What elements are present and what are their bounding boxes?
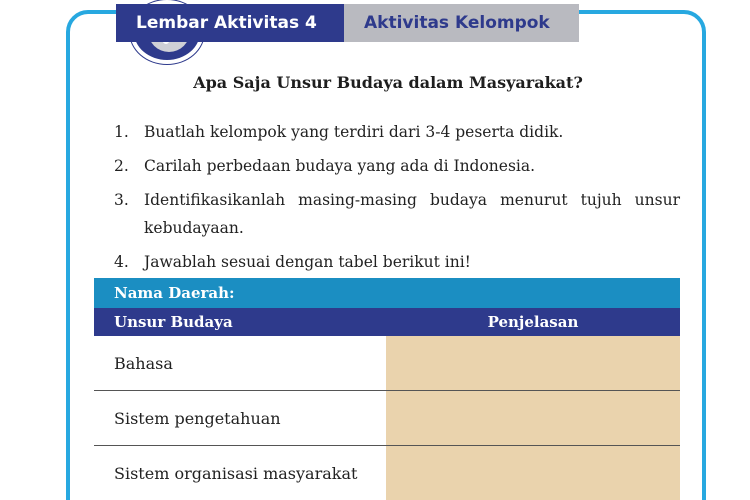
header-penjelasan: Penjelasan <box>487 313 579 331</box>
header-unsur-budaya: Unsur Budaya <box>114 313 233 331</box>
region-label: Nama Daerah: <box>94 278 680 308</box>
table-row <box>94 446 680 500</box>
list-item <box>114 152 680 180</box>
penjelasan-cell[interactable] <box>386 336 680 390</box>
penjelasan-cell[interactable] <box>386 446 680 500</box>
unsur-cell: Sistem pengetahuan <box>114 408 281 428</box>
step-text: Jawablah sesuai dengan tabel berikut ini! <box>144 253 471 271</box>
tab-group-activity: Aktivitas Kelompok <box>344 4 579 42</box>
step-number: 3. <box>114 191 129 209</box>
unsur-cell: Sistem organisasi masyarakat <box>114 463 358 483</box>
step-number: 2. <box>114 157 129 175</box>
unsur-cell: Bahasa <box>114 353 173 373</box>
step-text-continued: kebudayaan. <box>144 219 244 237</box>
culture-table <box>94 278 680 500</box>
penjelasan-cell[interactable] <box>386 391 680 445</box>
step-number: 4. <box>114 253 129 271</box>
table-row <box>94 336 680 391</box>
list-item <box>114 186 680 242</box>
step-number: 1. <box>114 123 129 141</box>
instruction-list <box>114 118 680 282</box>
page-title: Apa Saja Unsur Budaya dalam Masyarakat? <box>193 73 583 92</box>
step-text: Carilah perbedaan budaya yang ada di Indonesia. <box>144 157 536 175</box>
step-text: Identifikasikanlah masing-masing budaya menurut tujuh unsur <box>144 191 680 209</box>
list-item <box>114 248 680 276</box>
tab-activity-sheet: Lembar Aktivitas 4 <box>116 4 344 42</box>
step-text-block <box>144 186 680 242</box>
table-header <box>94 308 680 336</box>
list-item <box>114 118 680 146</box>
table-row <box>94 391 680 446</box>
step-text: Buatlah kelompok yang terdiri dari 3-4 peserta didik. <box>144 123 564 141</box>
